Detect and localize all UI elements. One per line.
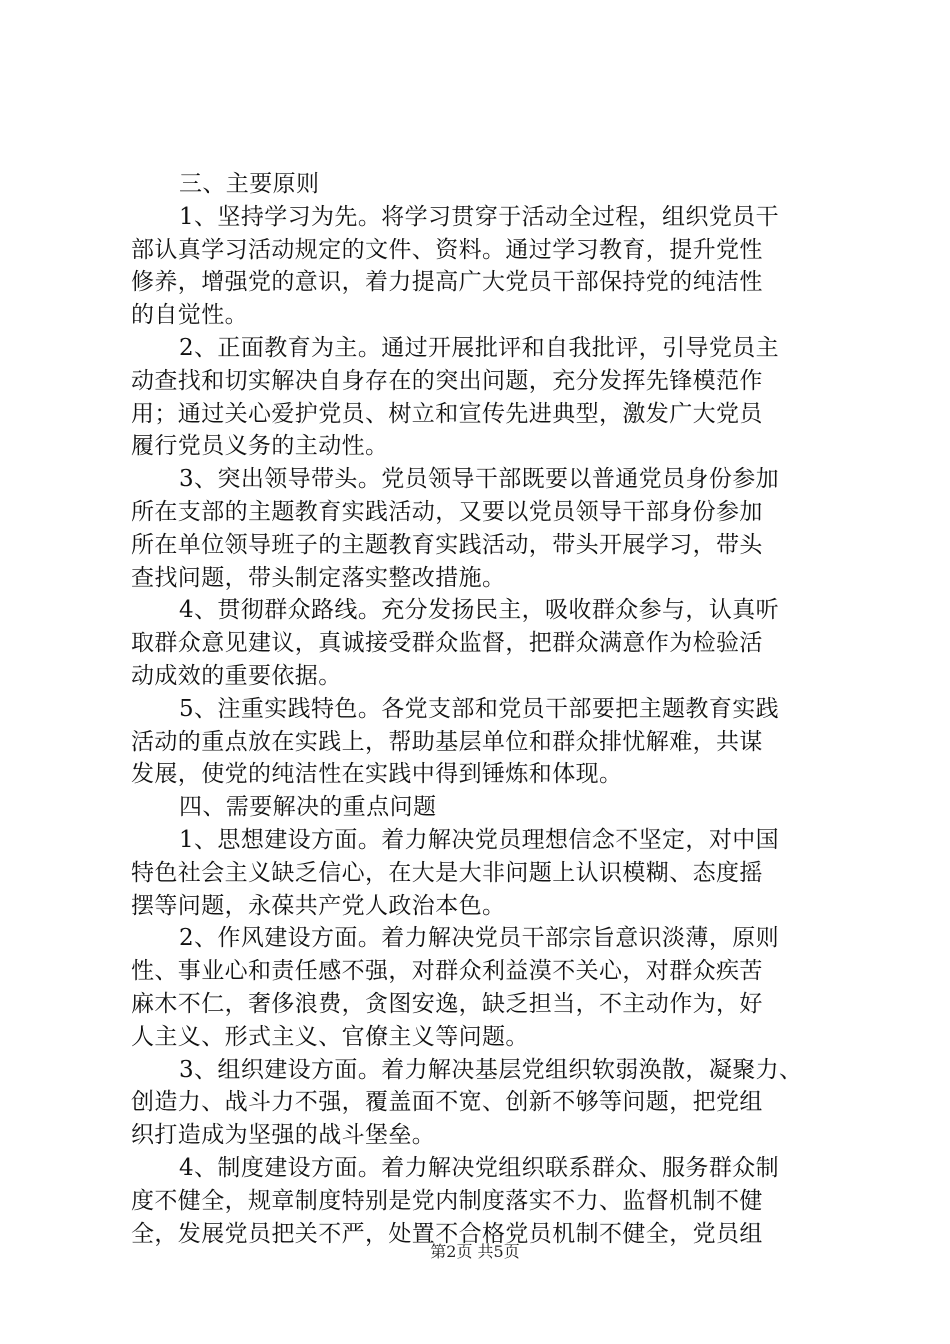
paragraph-line: 所在单位领导班子的主题教育实践活动，带头开展学习，带头 xyxy=(131,531,763,558)
section-heading: 三、主要原则 xyxy=(179,171,320,197)
paragraph-line: 5、注重实践特色。各党支部和党员干部要把主题教育实践 xyxy=(179,695,780,722)
paragraph-line: 取群众意见建议，真诚接受群众监督，把群众满意作为检验活 xyxy=(131,630,763,657)
paragraph-line: 摆等问题，永葆共产党人政治本色。 xyxy=(131,892,506,919)
paragraph-line: 1、坚持学习为先。将学习贯穿于活动全过程，组织党员干 xyxy=(179,203,780,230)
paragraph-line: 动查找和切实解决自身存在的突出问题，充分发挥先锋模范作 xyxy=(131,367,763,394)
paragraph-line: 用；通过关心爱护党员、树立和宣传先进典型，激发广大党员 xyxy=(131,400,763,427)
paragraph-line: 履行党员义务的主动性。 xyxy=(131,433,389,460)
section-heading: 四、需要解决的重点问题 xyxy=(179,794,437,821)
paragraph-line: 全，发展党员把关不严，处置不合格党员机制不健全，党员组 xyxy=(131,1220,763,1247)
paragraph-line: 查找问题，带头制定落实整改措施。 xyxy=(131,564,506,591)
paragraph-line: 麻木不仁，奢侈浪费，贪图安逸，缺乏担当，不主动作为，好 xyxy=(131,990,763,1017)
paragraph-line: 2、正面教育为主。通过开展批评和自我批评，引导党员主 xyxy=(179,334,780,361)
paragraph-line: 4、制度建设方面。着力解决党组织联系群众、服务群众制 xyxy=(179,1154,780,1181)
paragraph-line: 织打造成为坚强的战斗堡垒。 xyxy=(131,1122,436,1149)
paragraph-line: 的自觉性。 xyxy=(131,302,248,329)
paragraph-line: 4、贯彻群众路线。充分发扬民主，吸收群众参与，认真听 xyxy=(179,597,780,624)
paragraph-line: 创造力、战斗力不强，覆盖面不宽、创新不够等问题，把党组 xyxy=(131,1089,763,1116)
paragraph-line: 部认真学习活动规定的文件、资料。通过学习教育，提升党性 xyxy=(131,236,763,263)
paragraph-line: 度不健全，规章制度特别是党内制度落实不力、监督机制不健 xyxy=(131,1187,763,1214)
paragraph-line: 发展，使党的纯洁性在实践中得到锤炼和体现。 xyxy=(131,761,623,788)
paragraph-line: 1、思想建设方面。着力解决党员理想信念不坚定，对中国 xyxy=(179,826,780,853)
page-number-footer: 第2页 共5页 xyxy=(430,1242,520,1261)
paragraph-line: 修养，增强党的意识，着力提高广大党员干部保持党的纯洁性 xyxy=(131,269,763,296)
paragraph-line: 特色社会主义缺乏信心，在大是大非问题上认识模糊、态度摇 xyxy=(131,859,763,886)
paragraph-line: 3、组织建设方面。着力解决基层党组织软弱涣散，凝聚力、 xyxy=(179,1056,803,1083)
paragraph-line: 活动的重点放在实践上，帮助基层单位和群众排忧解难，共谋 xyxy=(131,728,763,755)
paragraph-line: 动成效的重要依据。 xyxy=(131,662,342,689)
paragraph-line: 2、作风建设方面。着力解决党员干部宗旨意识淡薄，原则 xyxy=(179,925,780,952)
paragraph-line: 3、突出领导带头。党员领导干部既要以普通党员身份参加 xyxy=(179,466,780,493)
document-body xyxy=(131,168,831,1250)
paragraph-line: 性、事业心和责任感不强，对群众利益漠不关心，对群众疾苦 xyxy=(131,958,763,985)
paragraph-line: 人主义、形式主义、官僚主义等问题。 xyxy=(131,1023,529,1050)
paragraph-line: 所在支部的主题教育实践活动，又要以党员领导干部身份参加 xyxy=(131,498,763,525)
